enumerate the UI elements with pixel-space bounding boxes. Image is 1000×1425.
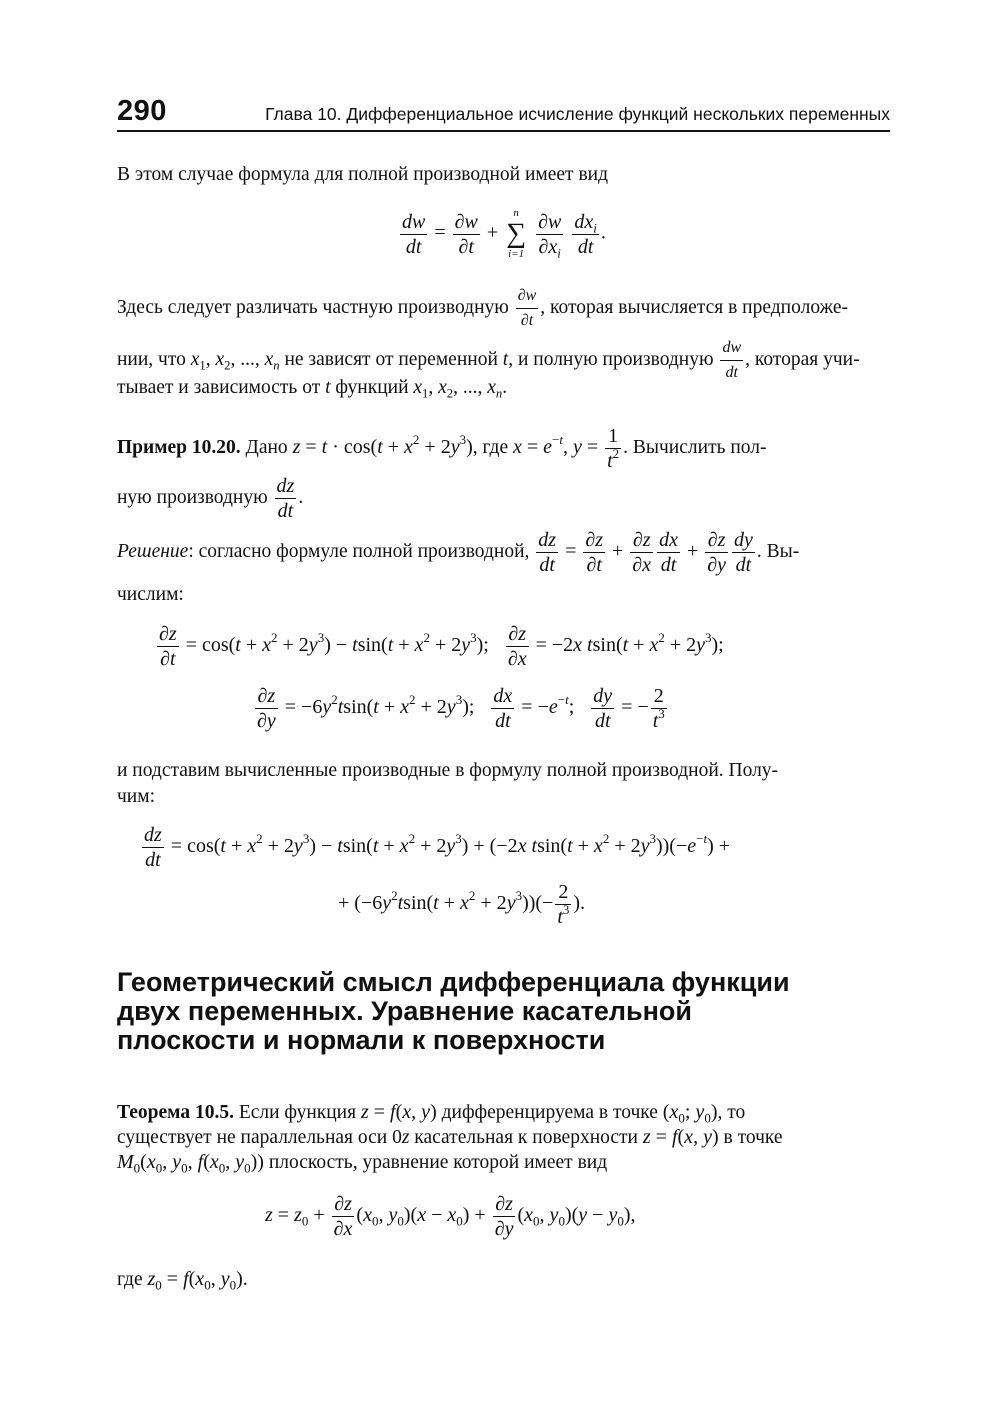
- section-heading: Геометрический смысл дифференциала функции двух переменных. Уравнение касательной плоскости и нормали к поверхности: [117, 967, 790, 1055]
- tangent-plane-equation: $z = z_0$ + $\frac{\partial z}{\partial x}$ ($x_0$, $y_0)(x - x_0)$ + $\frac{\partial z}{\partial y}$ ($x_0$, $y_0)(y - y_0)$,: [265, 1193, 636, 1240]
- result-formula-line-1: $\frac{dz}{dt}$ = $\cos(t + x^2 + 2y^3) - tsin(t + x^2 + 2y^3) + (-2x$ $tsin(t + x^2 + 2y^3))(-e^{-t})$ +: [144, 824, 731, 871]
- theorem-label: Теорема 10.5.: [117, 1102, 234, 1123]
- intro-paragraph: В этом случае формула для полной производной имеет вид: [117, 164, 609, 185]
- running-header: [117, 95, 890, 129]
- partial-derivatives-row-1: $\frac{\partial z}{\partial t}$ = $\cos(t + x^2 + 2y^3) - tsin(t + x^2 + 2y^3)$; $\frac{\partial z}{\partial x}$ = −2x $tsin(t + x^2 + 2y^3)$;: [159, 623, 724, 670]
- substitute-paragraph: и подставим вычисленные производные в формулу полной производной. Полу- чим:: [117, 760, 779, 807]
- explanation-line-1: Здесь следует различать частную производную $\frac{\partial w}{\partial t}$ , которая вычисляется в предположе-: [117, 284, 848, 333]
- solution-line-2: числим:: [117, 584, 184, 605]
- header-rule: [117, 130, 890, 132]
- theorem-where-line: где $z_0 = f(x_0$, $y_0$).: [117, 1268, 248, 1293]
- chapter-title: Глава 10. Дифференциальное исчисление функций нескольких переменных: [265, 104, 890, 124]
- explanation-line-2: нии, что $x_1$, $x_2$, ..., $x_n$ не зависят от переменной t, и полную производную $\frac{dw}{dt}$ , которая учи-: [117, 336, 860, 385]
- solution-label: Решение: [117, 541, 189, 563]
- example-line-2: ную производную $\frac{dz}{dt}$ .: [117, 475, 304, 522]
- example-label: Пример 10.20.: [117, 436, 241, 458]
- example-line-1: Пример 10.20. Дано $z = t \cdot \cos(t + x^2 + 2y^3)$, где $x = e^{-t}$, y = $\frac{1}{t^2}$ . Вычислить пол-: [117, 425, 767, 472]
- solution-line-1: Решение: согласно формуле полной производной, $\frac{dz}{dt}$ = $\frac{\partial z}{\partial t}$ + $\frac{\partial z}{\partial x}$ $\frac{dx}{dt}$ + $\frac{\partial z}{\partial y}$ $\frac{dy}{dt}$ . Вы-: [117, 529, 800, 576]
- theorem-line-1: Теорема 10.5. Если функция z = f(x, y) дифференцируема в точке ($x_0$; $y_0$), то: [117, 1101, 746, 1126]
- result-formula-line-2: + $(-6y^2tsin(t + x^2 + 2y^3))(-$ $\frac{2}{t^3}$ ).: [338, 881, 586, 928]
- theorem-line-3: $M_0(x_0$, $y_0$, $f(x_0$, $y_0$)) плоскость, уравнение которой имеет вид: [117, 1151, 608, 1176]
- total-derivative-formula: $\frac{dw}{dt}$ = $\frac{\partial w}{\partial t}$ + n ∑ i=1 $\frac{\partial w}{\partial x_i}$ $\frac{dx_i}{dt}$ .: [402, 207, 606, 261]
- page-number: 290: [117, 95, 167, 127]
- theorem-line-2: существует не параллельная оси 0z касательная к поверхности z = f(x, y) в точке: [117, 1126, 783, 1148]
- partial-derivatives-row-2: $\frac{\partial z}{\partial y}$ = $-6y^2tsin(t + x^2 + 2y^3)$; $\frac{dx}{dt}$ = $-e^{-t}$; $\frac{dy}{dt}$ = − $\frac{2}{t^3}$: [257, 685, 665, 732]
- explanation-line-3: тывает и зависимость от t функций $x_1$, $x_2$, ..., $x_n$.: [117, 377, 508, 401]
